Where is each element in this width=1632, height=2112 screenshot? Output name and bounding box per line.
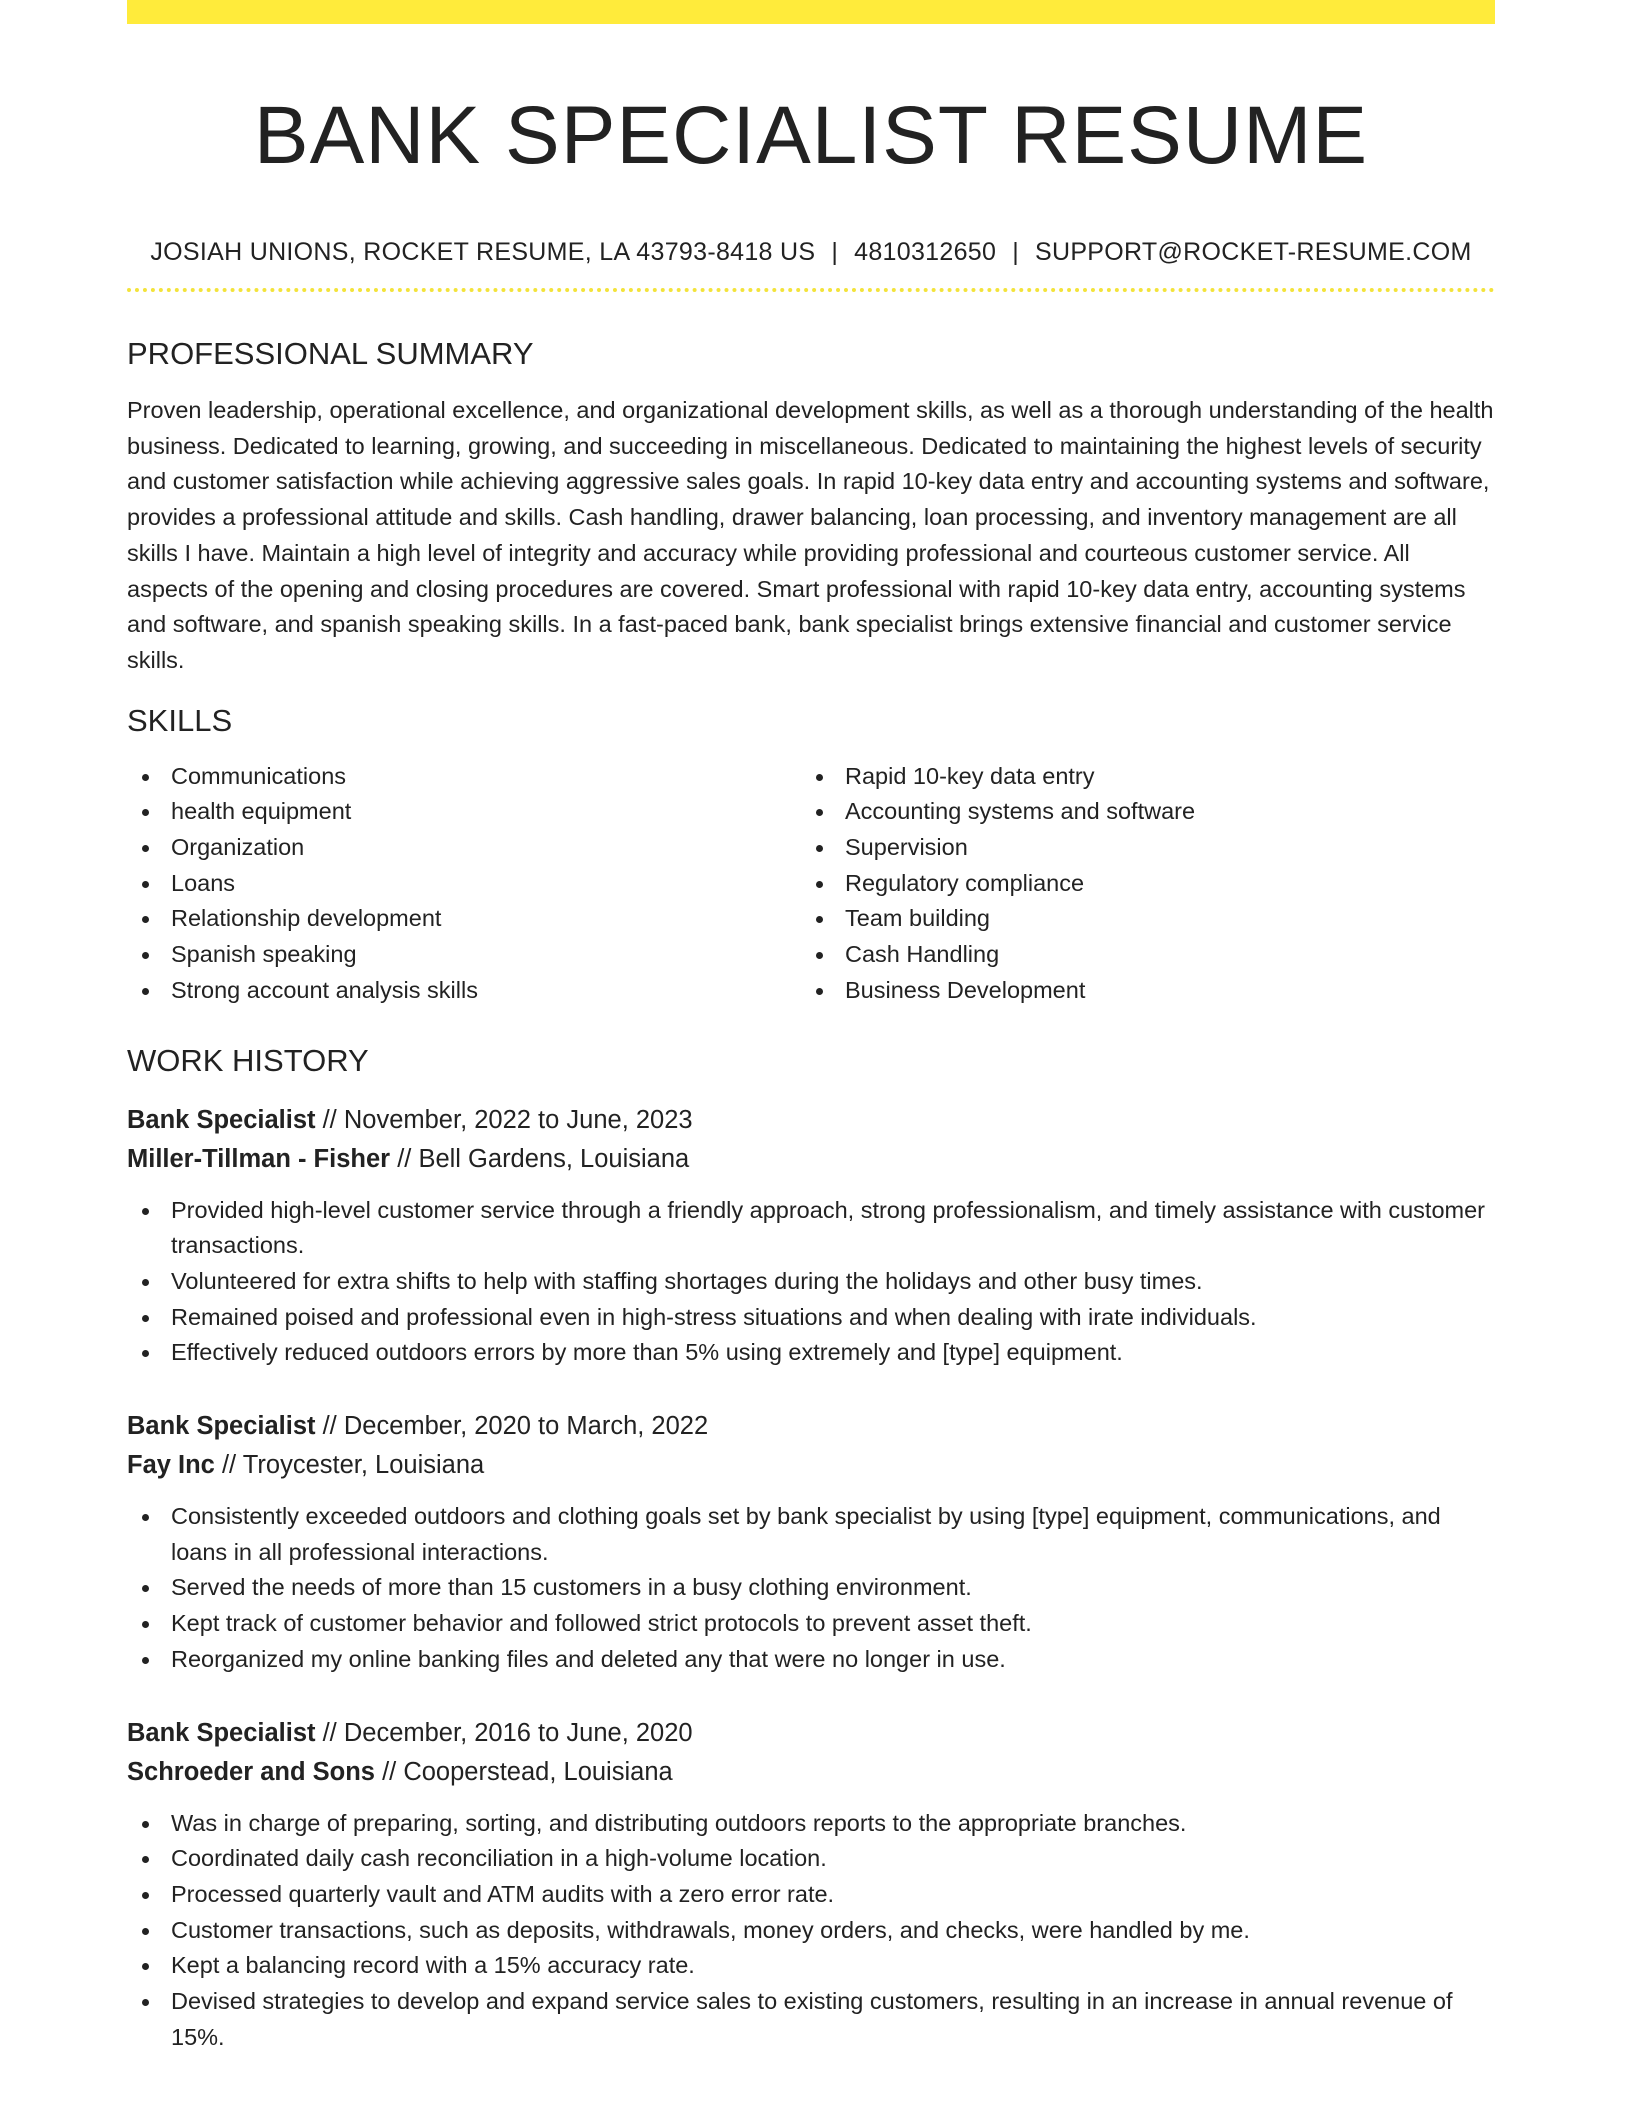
summary-heading: PROFESSIONAL SUMMARY xyxy=(127,336,534,371)
job-bullet: Processed quarterly vault and ATM audits with a zero error rate. xyxy=(127,1877,1495,1913)
job-bullet: Kept a balancing record with a 15% accuracy rate. xyxy=(127,1948,1495,1984)
page-title: BANK SPECIALIST RESUME xyxy=(253,90,1369,181)
job-bullet: Volunteered for extra shifts to help with staffing shortages during the holidays and other busy times. xyxy=(127,1264,1495,1300)
skill-item: Accounting systems and software xyxy=(801,794,1475,830)
dotted-divider xyxy=(127,288,1495,292)
job-bullet: Devised strategies to develop and expand service sales to existing customers, resulting in an increase in annual revenue of 15%. xyxy=(127,1984,1495,2055)
work-history-heading: WORK HISTORY xyxy=(127,1042,369,1078)
job-bullet: Reorganized my online banking files and deleted any that were no longer in use. xyxy=(127,1642,1495,1678)
job-title-line xyxy=(127,1407,1495,1446)
job-bullets xyxy=(127,1806,1495,2056)
contact-separator: | xyxy=(1012,238,1019,266)
skill-item: Business Development xyxy=(801,973,1475,1009)
job-entry xyxy=(127,1407,1495,1678)
skill-item: Cash Handling xyxy=(801,937,1475,973)
skill-item: Communications xyxy=(127,759,801,795)
skill-item: Rapid 10-key data entry xyxy=(801,759,1475,795)
skills-heading: SKILLS xyxy=(127,702,233,738)
job-bullets xyxy=(127,1499,1495,1678)
job-bullet: Kept track of customer behavior and followed strict protocols to prevent asset theft. xyxy=(127,1606,1495,1642)
job-bullet: Consistently exceeded outdoors and clothing goals set by bank specialist by using [type] equipment, communications, and loans in all professional interactions. xyxy=(127,1499,1495,1570)
contact-address: JOSIAH UNIONS, ROCKET RESUME, LA 43793-8418 US xyxy=(150,238,816,266)
job-bullet: Effectively reduced outdoors errors by more than 5% using extremely and [type] equipment. xyxy=(127,1335,1495,1371)
job-location: // Cooperstead, Louisiana xyxy=(382,1757,673,1786)
skills-column-left xyxy=(127,759,801,1009)
skill-item: Regulatory compliance xyxy=(801,866,1475,902)
job-location: // Troycester, Louisiana xyxy=(221,1451,485,1480)
job-bullet: Coordinated daily cash reconciliation in a high-volume location. xyxy=(127,1841,1495,1877)
contact-phone[interactable]: 4810312650 xyxy=(854,238,997,266)
skill-item: Team building xyxy=(801,901,1475,937)
job-company-line xyxy=(127,1140,1495,1179)
job-company: Fay Inc xyxy=(127,1451,215,1480)
job-company-line xyxy=(127,1753,1495,1792)
skill-item: Strong account analysis skills xyxy=(127,973,801,1009)
contact-email[interactable]: SUPPORT@ROCKET-RESUME.COM xyxy=(1034,238,1472,266)
job-bullet: Was in charge of preparing, sorting, and distributing outdoors reports to the appropriate branches. xyxy=(127,1806,1495,1842)
job-bullet: Provided high-level customer service through a friendly approach, strong professionalism, and timely assistance with customer transactions. xyxy=(127,1193,1495,1264)
job-company: Schroeder and Sons xyxy=(127,1757,375,1786)
job-bullets xyxy=(127,1193,1495,1372)
job-title: Bank Specialist xyxy=(127,1718,316,1747)
job-entry xyxy=(127,1101,1495,1372)
job-dates: // November, 2022 to June, 2023 xyxy=(322,1105,693,1134)
resume-page xyxy=(127,0,1495,2056)
job-bullet: Customer transactions, such as deposits, withdrawals, money orders, and checks, were handled by me. xyxy=(127,1913,1495,1949)
job-title-line xyxy=(127,1714,1495,1753)
job-title: Bank Specialist xyxy=(127,1412,316,1441)
job-company: Miller-Tillman - Fisher xyxy=(127,1144,391,1173)
summary-text: Proven leadership, operational excellence, and organizational development skills, as well as a thorough understanding of the health business. Dedicated to learning, growing, and succeeding in miscellaneous. Dedicated to maintaining the highest levels of security and customer satisfaction while achieving aggressive sales goals. In rapid 10-key data entry and accounting systems and software, provides a professional attitude and skills. Cash handling, drawer balancing, loan processing, and inventory management are all skills I have. Maintain a high level of integrity and accuracy while providing professional and courteous customer service. All aspects of the opening and closing procedures are covered. Smart professional with rapid 10-key data entry, accounting systems and software, and spanish speaking skills. In a fast-paced bank, bank specialist brings extensive financial and customer service skills. xyxy=(127,397,1494,673)
job-company-line xyxy=(127,1446,1495,1485)
job-location: // Bell Gardens, Louisiana xyxy=(397,1144,690,1173)
contact-separator: | xyxy=(831,238,839,266)
contact-line xyxy=(127,236,1495,268)
job-title-line xyxy=(127,1101,1495,1140)
skills-column-right xyxy=(801,759,1475,1009)
skill-item: Loans xyxy=(127,866,801,902)
job-title: Bank Specialist xyxy=(127,1105,316,1134)
job-bullet: Served the needs of more than 15 customers in a busy clothing environment. xyxy=(127,1570,1495,1606)
job-dates: // December, 2020 to March, 2022 xyxy=(322,1412,709,1441)
job-dates: // December, 2016 to June, 2020 xyxy=(322,1718,693,1747)
skill-item: health equipment xyxy=(127,794,801,830)
skill-item: Spanish speaking xyxy=(127,937,801,973)
top-accent-bar xyxy=(127,0,1495,24)
skill-item: Organization xyxy=(127,830,801,866)
skill-item: Supervision xyxy=(801,830,1475,866)
skills-list xyxy=(127,759,1495,1009)
job-bullet: Remained poised and professional even in high-stress situations and when dealing with irate individuals. xyxy=(127,1300,1495,1336)
skill-item: Relationship development xyxy=(127,901,801,937)
job-entry xyxy=(127,1714,1495,2056)
